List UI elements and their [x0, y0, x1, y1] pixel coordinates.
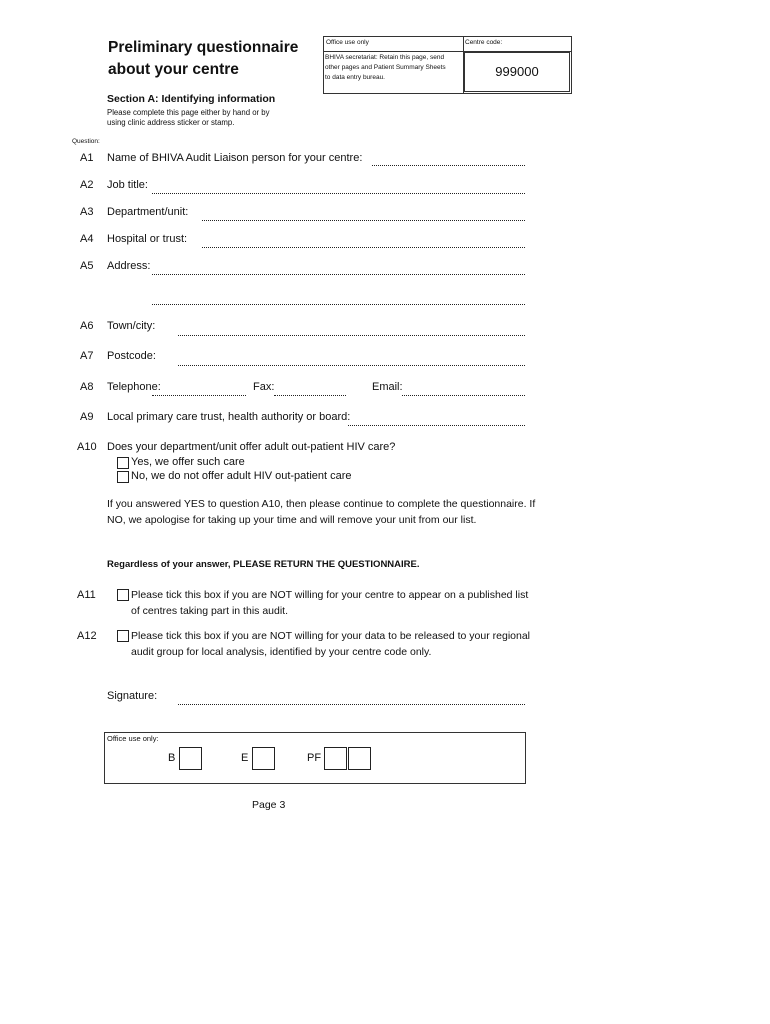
address-field-line-1[interactable]: [152, 274, 525, 275]
hospital-field[interactable]: [202, 247, 525, 248]
email-label: Email:: [372, 381, 403, 393]
return-note: Regardless of your answer, PLEASE RETURN THE QUESTIONNAIRE.: [107, 559, 420, 570]
telephone-label: Telephone:: [107, 381, 161, 393]
question-number-a6: A6: [80, 320, 94, 332]
office-e-label: E: [241, 752, 249, 764]
question-text-a5: Address:: [107, 260, 151, 272]
office-use-label: Office use only: [326, 39, 369, 46]
section-heading: Section A: Identifying information: [107, 93, 276, 105]
office-use-footer-box: [104, 732, 526, 784]
department-field[interactable]: [202, 220, 525, 221]
not-willing-published-list-checkbox[interactable]: [117, 589, 129, 601]
audit-liaison-name-field[interactable]: [372, 165, 525, 166]
centre-code-label: Centre code:: [465, 39, 503, 46]
town-field[interactable]: [178, 335, 525, 336]
signature-field[interactable]: [178, 704, 525, 705]
yes-offer-care-checkbox[interactable]: [117, 457, 129, 469]
page-number: Page 3: [252, 799, 286, 811]
no-offer-care-checkbox[interactable]: [117, 471, 129, 483]
office-use-box: [323, 36, 572, 94]
office-pf-box-2[interactable]: [348, 747, 371, 770]
office-pf-label: PF: [307, 752, 322, 764]
question-text-a7: Postcode:: [107, 350, 156, 362]
question-text-a10: Does your department/unit offer adult out-patient HIV care?: [107, 441, 396, 453]
question-text-a6: Town/city:: [107, 320, 156, 332]
telephone-field[interactable]: [152, 395, 246, 396]
address-field-line-2[interactable]: [152, 304, 525, 305]
question-number-a10: A10: [77, 441, 97, 453]
fax-label: Fax:: [253, 381, 275, 393]
question-text-a3: Department/unit:: [107, 206, 189, 218]
question-text-a4: Hospital or trust:: [107, 233, 188, 245]
title-line-2: about your centre: [108, 61, 239, 78]
question-text-a9: Local primary care trust, health authority or board:: [107, 411, 351, 423]
question-number-a12: A12: [77, 630, 97, 642]
question-column-label: Question:: [72, 138, 100, 145]
question-text-a12: Please tick this box if you are NOT willing for your data to be released to your regional audit group for local analysis, identified by your centre code only.: [131, 630, 531, 658]
continue-instructions: If you answered YES to question A10, then please continue to complete the questionnaire. If NO, we apologise for taking up your time and will remove your unit from our list.: [107, 498, 536, 526]
not-willing-data-release-checkbox[interactable]: [117, 630, 129, 642]
fax-field[interactable]: [274, 395, 346, 396]
office-b-box[interactable]: [179, 747, 202, 770]
title-line-1: Preliminary questionnaire: [108, 39, 299, 56]
question-number-a9: A9: [80, 411, 94, 423]
centre-code-box: [464, 52, 570, 92]
question-number-a3: A3: [80, 206, 94, 218]
office-b-label: B: [168, 752, 176, 764]
centre-code-value: 999000: [495, 64, 539, 79]
question-text-a11: Please tick this box if you are NOT willing for your centre to appear on a published list of centres taking part in this audit.: [131, 589, 529, 617]
signature-label: Signature:: [107, 690, 158, 702]
question-number-a5: A5: [80, 260, 94, 272]
office-pf-box-1[interactable]: [324, 747, 347, 770]
job-title-field[interactable]: [152, 193, 525, 194]
question-text-a1: Name of BHIVA Audit Liaison person for your centre:: [107, 152, 363, 164]
question-number-a7: A7: [80, 350, 94, 362]
office-e-box[interactable]: [252, 747, 275, 770]
yes-offer-care-label: Yes, we offer such care: [131, 456, 245, 468]
secretariat-note: BHIVA secretariat: Retain this page, send other pages and Patient Summary Sheets to data entry bureau.: [325, 54, 446, 81]
section-note: Please complete this page either by hand or by using clinic address sticker or stamp.: [107, 108, 270, 127]
question-number-a1: A1: [80, 152, 94, 164]
question-number-a8: A8: [80, 381, 94, 393]
question-number-a4: A4: [80, 233, 94, 245]
document-title: [108, 37, 308, 81]
question-number-a2: A2: [80, 179, 94, 191]
primary-care-trust-field[interactable]: [348, 425, 525, 426]
question-text-a2: Job title:: [107, 179, 148, 191]
postcode-field[interactable]: [178, 365, 525, 366]
email-field[interactable]: [402, 395, 525, 396]
question-number-a11: A11: [77, 589, 96, 601]
office-use-footer-label: Office use only:: [107, 734, 159, 743]
no-offer-care-label: No, we do not offer adult HIV out-patient care: [131, 470, 352, 482]
